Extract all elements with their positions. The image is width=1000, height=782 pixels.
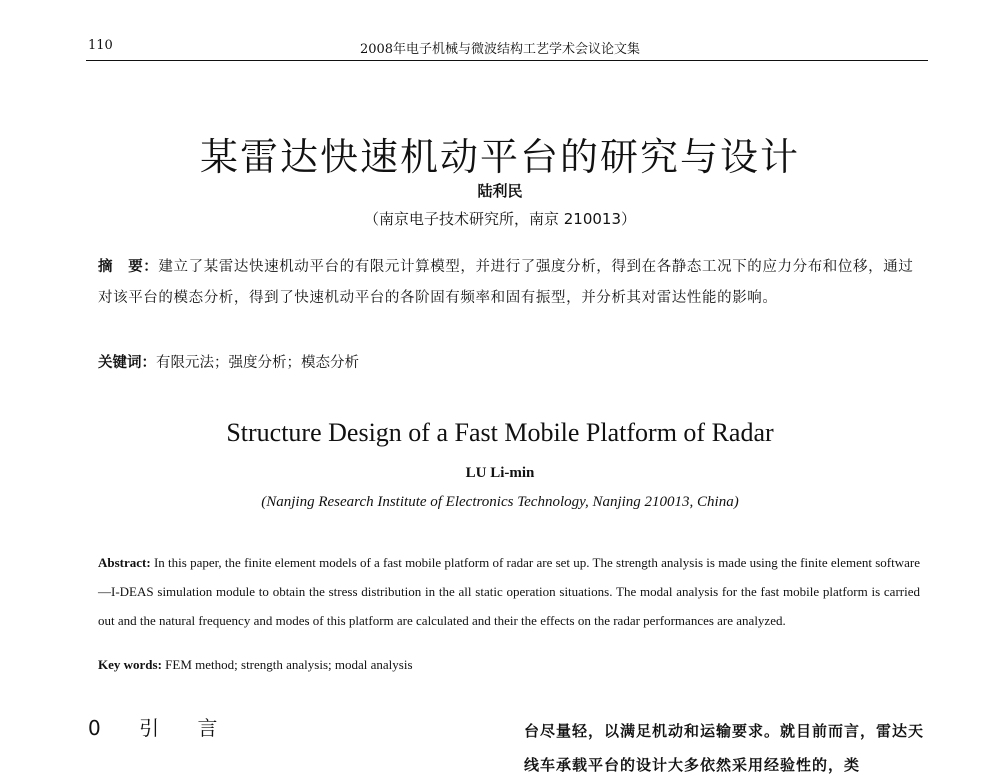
keywords-label-en: Key words: [98,657,162,672]
running-title: 2008年电子机械与微波结构工艺学术会议论文集 [359,42,641,57]
section-heading: 0 引 言 [88,716,234,740]
affiliation-cn: （南京电子技术研究所，南京 210013） [363,210,637,228]
affiliation-en: (Nanjing Research Institute of Electronics Technology, Nanjing 210013, China) [261,494,739,510]
paper-title-cn: 某雷达快速机动平台的研究与设计 [199,135,800,179]
abstract-cn [98,252,918,314]
body-text-right-column: 台尽量轻，以满足机动和运输要求。就目前而言，雷达天线车承载平台的设计大多依然采用经验性的，类 [524,722,925,774]
abstract-text-cn: 建立了某雷达快速机动平台的有限元计算模型，并进行了强度分析，得到在各静态工况下的应力分布和位移，通过对该平台的模态分析，得到了快速机动平台的各阶固有频率和固有振型，并分析其对雷达性能的影响。 [98,259,914,306]
page-number: 110 [88,38,113,53]
author-cn: 陆利民 [477,182,523,200]
keywords-label-cn: 关键词： [98,355,156,371]
abstract-label-cn: 摘 要： [98,259,159,275]
abstract-text-en: In this paper, the finite element models of a fast mobile platform of radar are set up. The strength analysis is made using the finite element software—I-DEAS simulation module to obtain the stress distribution in the all static operation situations. The modal analysis for the fast mobile platform is carried out and the natural frequency and modes of this platform are calculated and their the effects on the radar performances are analyzed. [98,555,920,628]
keywords-cn [98,351,918,372]
keywords-en [98,657,920,673]
author-en: LU Li-min [465,465,535,481]
abstract-en [98,548,920,635]
header-rule [86,60,928,61]
abstract-label-en: Abstract: [98,555,151,570]
keywords-text-cn: 有限元法；强度分析；模态分析 [156,355,359,371]
keywords-text-en: FEM method; strength analysis; modal analysis [161,657,413,672]
paper-title-en: Structure Design of a Fast Mobile Platform of Radar [226,418,774,447]
